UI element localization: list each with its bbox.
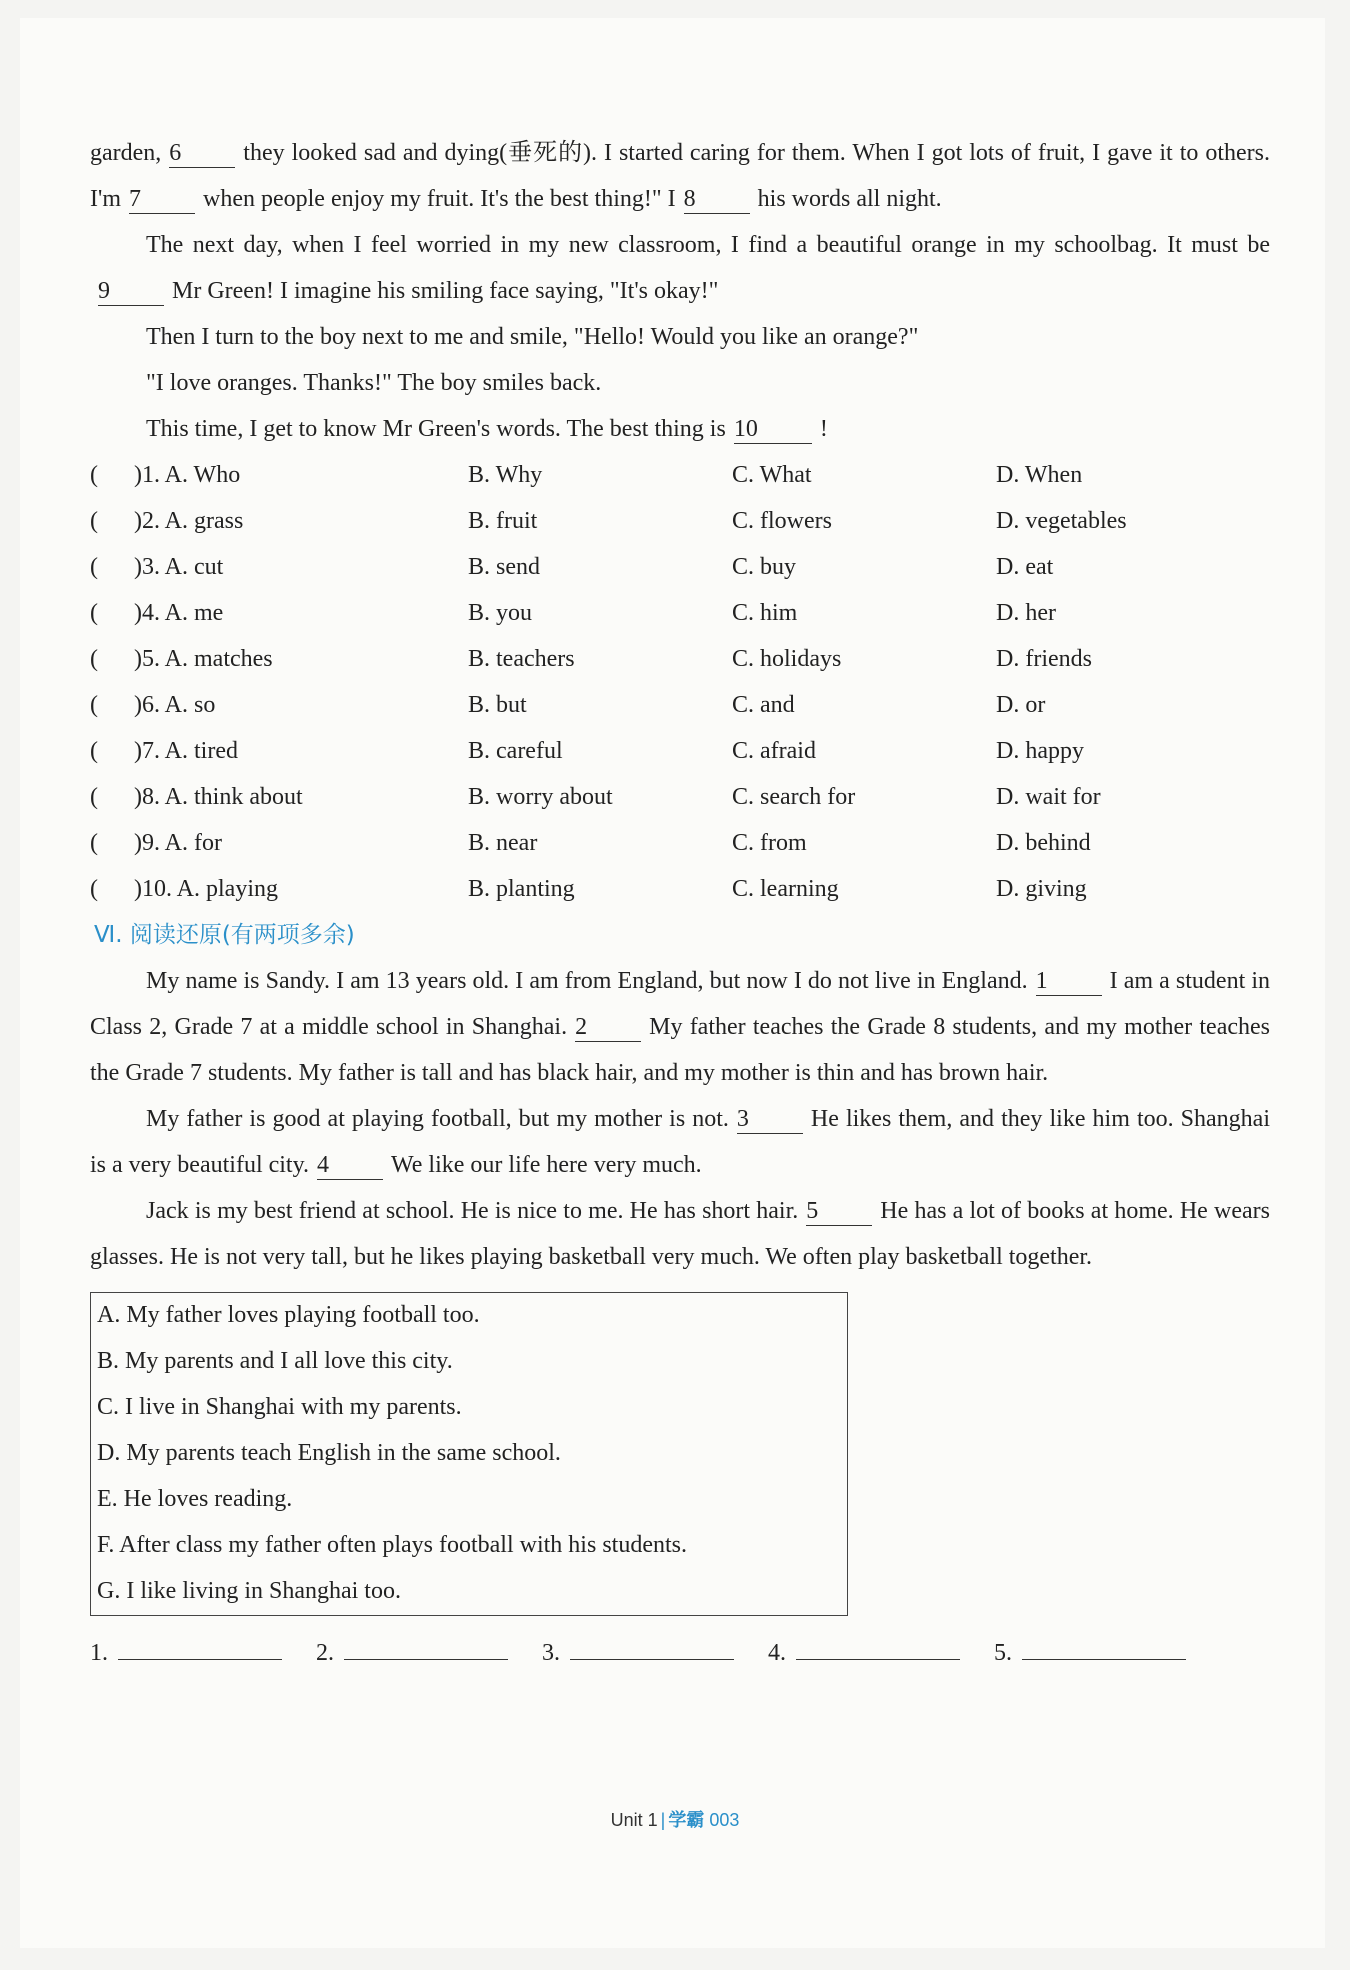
blank-8: 8 (684, 185, 750, 214)
blank-6: 6 (169, 139, 235, 168)
question-row: ( )10. A. playing B. planting C. learning D. giving (90, 876, 1087, 902)
footer-unit: Unit 1 (610, 1810, 658, 1830)
page-content (90, 130, 1270, 1676)
passage-paragraph-4: "I love oranges. Thanks!" The boy smiles back. (146, 370, 602, 396)
answer-item: 1. (90, 1630, 316, 1676)
footer-brand: 学霸 (668, 1810, 705, 1830)
blank-9: 9 (98, 277, 164, 306)
answer-blanks (90, 1630, 1270, 1676)
answer-item: 2. (316, 1630, 542, 1676)
question-list (90, 452, 1270, 912)
option-a: A. My father loves playing football too. (97, 1302, 480, 1328)
answer-item: 5. (994, 1630, 1220, 1676)
question-row: ( )5. A. matches B. teachers C. holidays D. friends (90, 646, 1092, 672)
option-f: F. After class my father often plays football with his students. (97, 1532, 687, 1558)
answer-item: 3. (542, 1630, 768, 1676)
blank-7: 7 (129, 185, 195, 214)
answer-line[interactable] (1022, 1631, 1186, 1660)
reading-paragraph-1: My name is Sandy. I am 13 years old. I am from England, but now I do not live in England. 1 I am a student in Class 2, Grade 7 at a middle school in Shanghai. 2 My father teaches the Grade 8 students, and my mother teaches the Grade 7 students. My father is tall and has black hair, and my mother is thin and has brown hair. (90, 968, 1271, 1086)
question-row: ( )4. A. me B. you C. him D. her (90, 600, 1056, 626)
answer-line[interactable] (570, 1631, 734, 1660)
question-row: ( )8. A. think about B. worry about C. search for D. wait for (90, 784, 1101, 810)
blank-5: 5 (806, 1197, 872, 1226)
passage-paragraph-3: Then I turn to the boy next to me and smile, "Hello! Would you like an orange?" (146, 324, 919, 350)
page-footer (0, 1806, 1350, 1832)
page-number: 003 (709, 1810, 740, 1830)
reading-paragraph-3: Jack is my best friend at school. He is nice to me. He has short hair. 5 He has a lot of books at home. He wears glasses. He is not very tall, but he likes playing basketball very much. We often play basketball together. (90, 1198, 1271, 1270)
option-g: G. I like living in Shanghai too. (97, 1578, 401, 1604)
footer-separator: | (660, 1810, 666, 1830)
answer-item: 4. (768, 1630, 994, 1676)
option-c: C. I live in Shanghai with my parents. (97, 1394, 462, 1420)
question-row: ( )9. A. for B. near C. from D. behind (90, 830, 1091, 856)
option-b: B. My parents and I all love this city. (97, 1348, 453, 1374)
question-row: ( )6. A. so B. but C. and D. or (90, 692, 1046, 718)
answer-line[interactable] (118, 1631, 282, 1660)
question-row: ( )1. A. Who B. Why C. What D. When (90, 462, 1083, 488)
blank-4: 4 (317, 1151, 383, 1180)
answer-line[interactable] (344, 1631, 508, 1660)
blank-1: 1 (1036, 967, 1102, 996)
passage-paragraph-2: The next day, when I feel worried in my new classroom, I find a beautiful orange in my schoolbag. It must be9 Mr Green! I imagine his smiling face saying, "It's okay!" (98, 232, 1270, 304)
passage-paragraph-1: garden, 6 they looked sad and dying(垂死的). I started caring for them. When I got lots of fruit, I gave it to others. I'm 7 when people enjoy my fruit. It's the best thing!" I 8 his words all night. (90, 140, 1270, 212)
option-d: D. My parents teach English in the same school. (97, 1440, 561, 1466)
question-row: ( )3. A. cut B. send C. buy D. eat (90, 554, 1054, 580)
question-row: ( )7. A. tired B. careful C. afraid D. happy (90, 738, 1084, 764)
section-title: Ⅵ. 阅读还原(有两项多余) (94, 922, 355, 948)
question-row: ( )2. A. grass B. fruit C. flowers D. vegetables (90, 508, 1127, 534)
blank-10: 10 (734, 415, 812, 444)
passage-paragraph-5: This time, I get to know Mr Green's words. The best thing is 10 ! (146, 416, 828, 442)
blank-3: 3 (737, 1105, 803, 1134)
options-box (90, 1292, 848, 1616)
option-e: E. He loves reading. (97, 1486, 293, 1512)
blank-2: 2 (575, 1013, 641, 1042)
answer-line[interactable] (796, 1631, 960, 1660)
reading-paragraph-2: My father is good at playing football, but my mother is not. 3 He likes them, and they like him too. Shanghai is a very beautiful city. 4 We like our life here very much. (90, 1106, 1270, 1178)
